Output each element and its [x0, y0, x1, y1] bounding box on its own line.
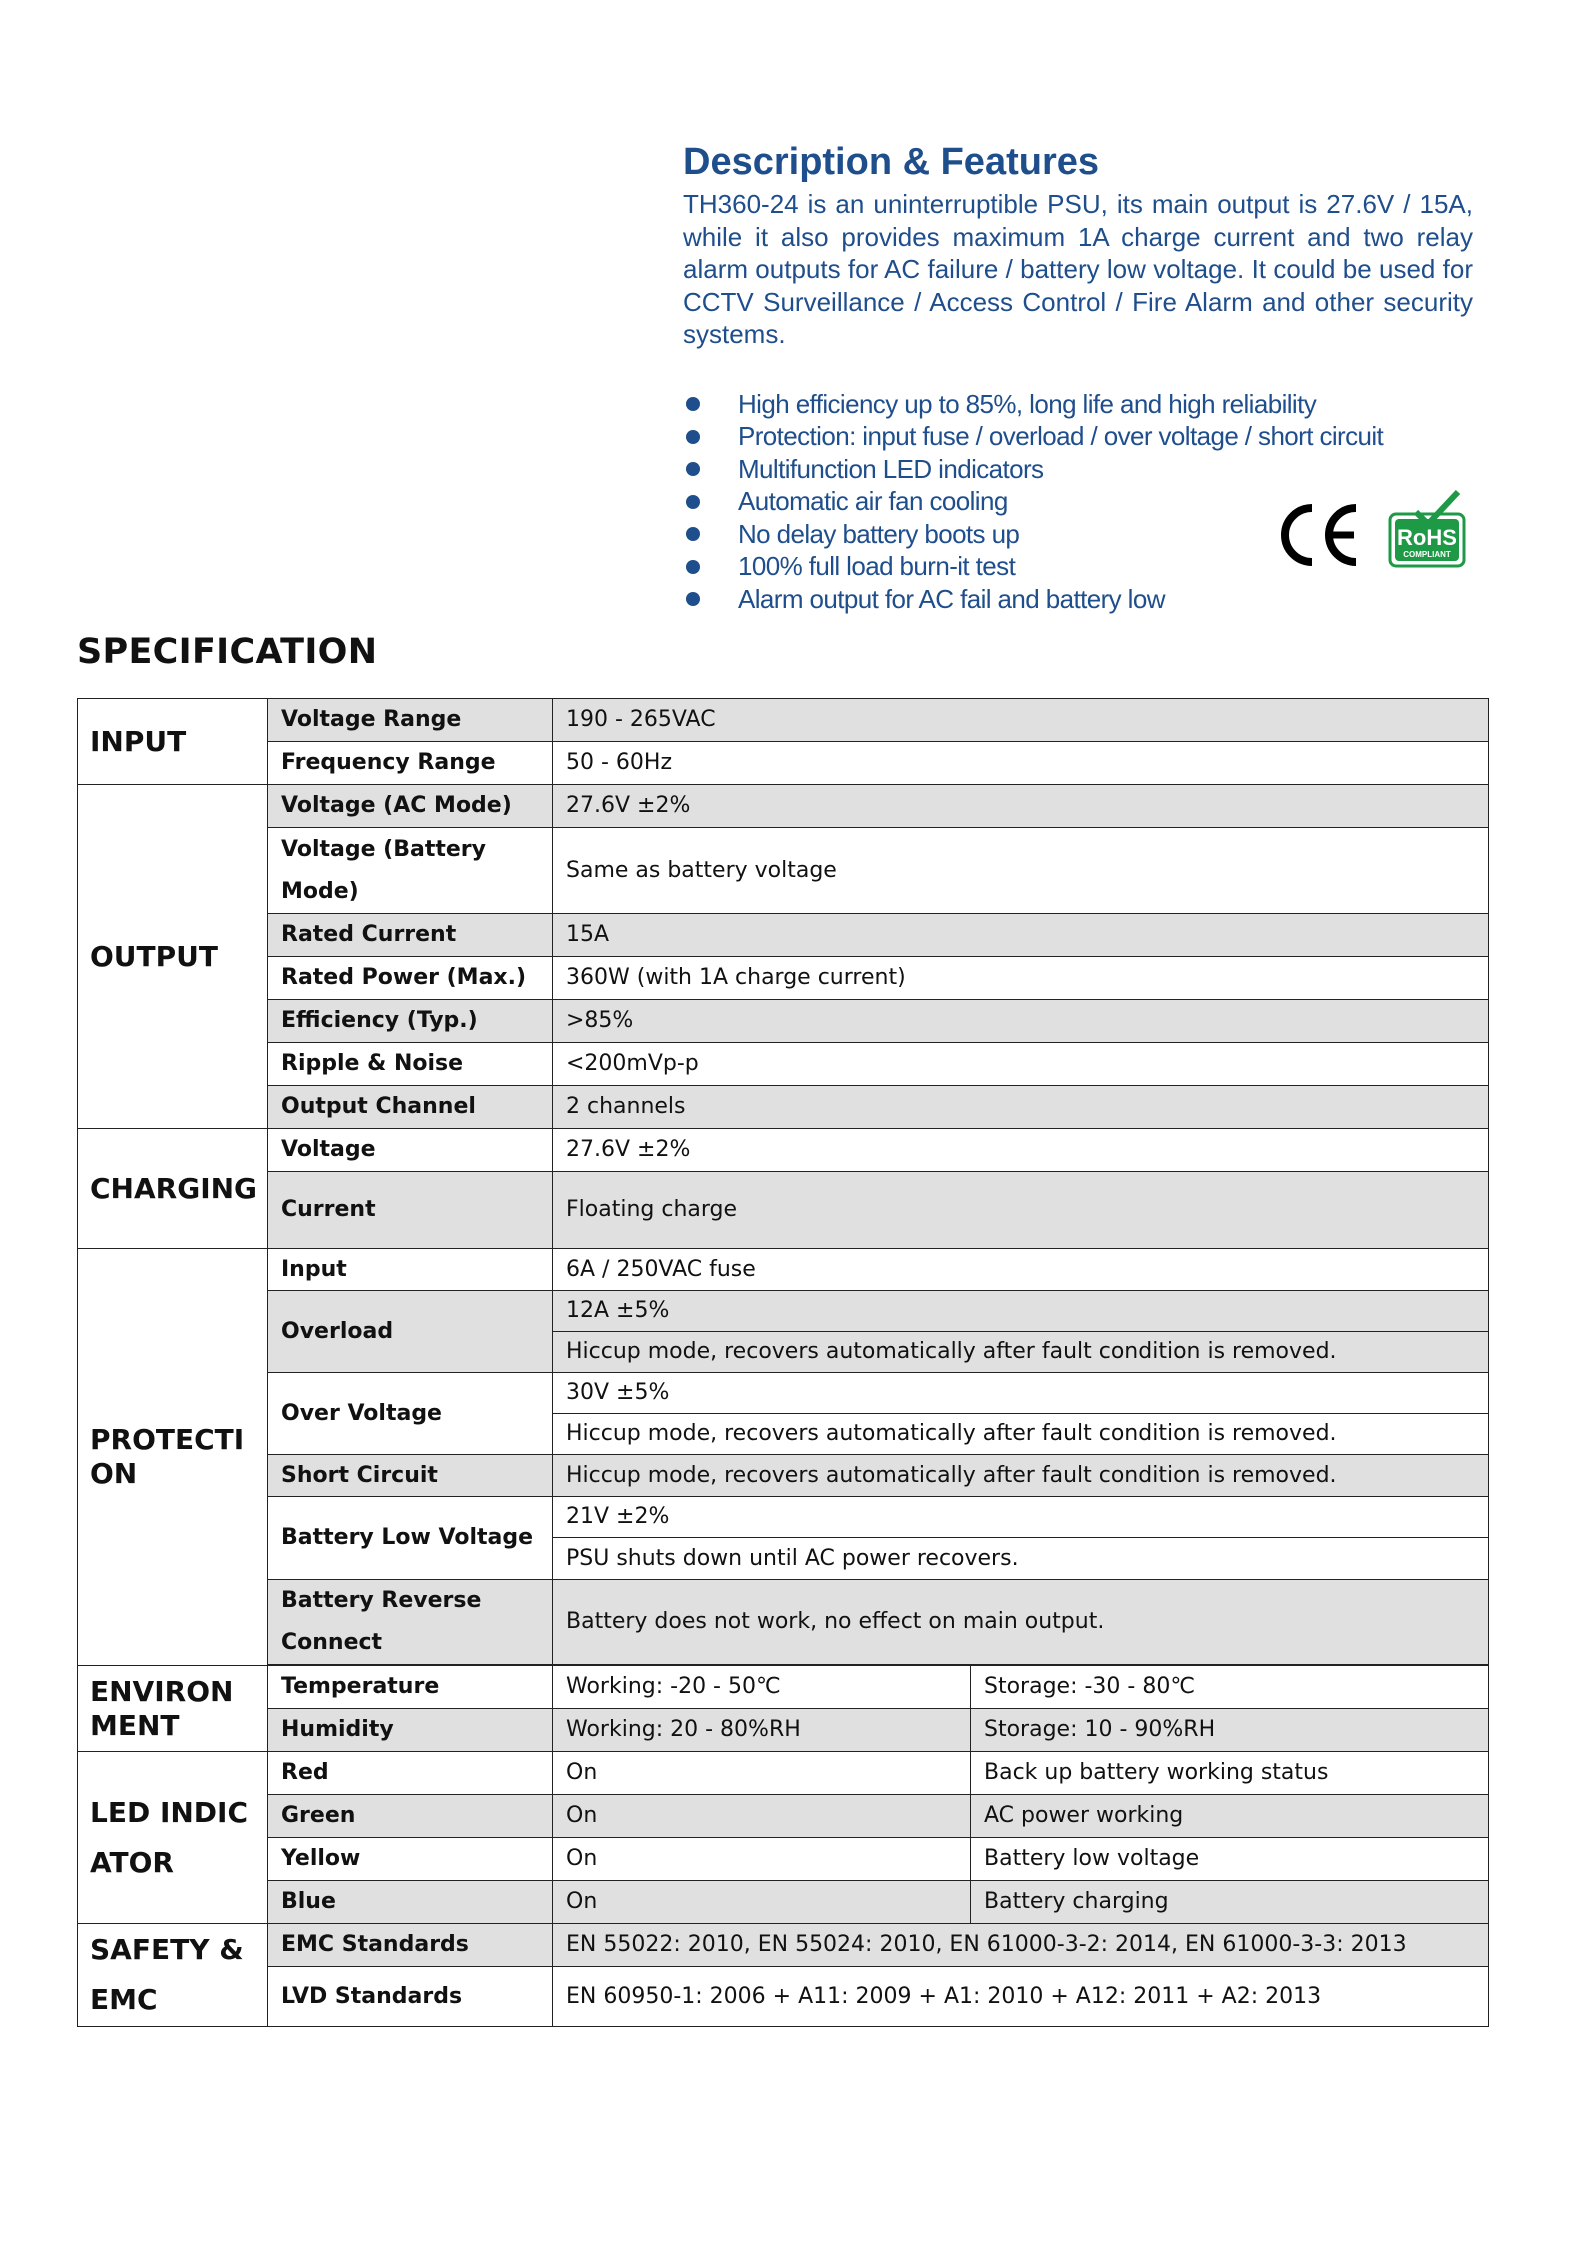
value-led-red-state: On — [553, 1752, 971, 1795]
value-led-yellow-state: On — [553, 1838, 971, 1881]
value-led-blue-state: On — [553, 1881, 971, 1924]
table-row — [78, 828, 1489, 914]
table-row — [78, 1752, 1489, 1795]
table-row — [78, 957, 1489, 1000]
table-row — [78, 1709, 1489, 1752]
value-protection-input: 6A / 250VAC fuse — [553, 1249, 1489, 1291]
value-emc: EN 55022: 2010, EN 55024: 2010, EN 61000-3-2: 2014, EN 61000-3-3: 2013 — [553, 1924, 1489, 1967]
param-short-circuit: Short Circuit — [268, 1455, 553, 1497]
param-efficiency: Efficiency (Typ.) — [268, 1000, 553, 1043]
feature-item: Alarm output for AC fail and battery low — [683, 583, 1383, 616]
feature-item: Automatic air fan cooling — [683, 486, 1383, 519]
table-row — [78, 742, 1489, 785]
category-environment: ENVIRONMENT — [78, 1666, 268, 1752]
feature-item: 100% full load burn-it test — [683, 551, 1383, 584]
table-row — [78, 1291, 1489, 1332]
table-row — [78, 1924, 1489, 1967]
svg-text:RoHS: RoHS — [1397, 525, 1457, 550]
note-battery-low: PSU shuts down until AC power recovers. — [553, 1538, 1489, 1580]
table-row — [78, 1455, 1489, 1497]
category-led: LED INDICATOR — [78, 1752, 268, 1924]
feature-item: No delay battery boots up — [683, 518, 1383, 551]
table-row — [78, 1497, 1489, 1538]
param-temperature: Temperature — [268, 1666, 553, 1709]
param-charging-current: Current — [268, 1172, 553, 1249]
table-row — [78, 1795, 1489, 1838]
bullet-icon — [686, 462, 700, 476]
value-frequency-range: 50 - 60Hz — [553, 742, 1489, 785]
description-section — [683, 140, 1473, 351]
value-overload: 12A ±5% — [553, 1291, 1489, 1332]
value-voltage-battery: Same as battery voltage — [553, 828, 1489, 914]
value-short-circuit: Hiccup mode, recovers automatically after fault condition is removed. — [553, 1455, 1489, 1497]
table-row — [78, 1249, 1489, 1291]
feature-item: Protection: input fuse / overload / over voltage / short circuit — [683, 421, 1383, 454]
param-protection-input: Input — [268, 1249, 553, 1291]
param-led-yellow: Yellow — [268, 1838, 553, 1881]
value-battery-reverse: Battery does not work, no effect on main output. — [553, 1580, 1489, 1665]
param-battery-reverse: Battery Reverse Connect — [268, 1580, 553, 1665]
param-charging-voltage: Voltage — [268, 1129, 553, 1172]
bullet-icon — [686, 592, 700, 606]
specification-table — [77, 698, 1489, 2027]
value-led-green-state: On — [553, 1795, 971, 1838]
param-led-red: Red — [268, 1752, 553, 1795]
description-body: TH360-24 is an uninterruptible PSU, its main output is 27.6V / 15A, while it also provides maximum 1A charge current and two relay alarm outputs for AC failure / battery low voltage. It could be used for CCTV Surveillance / Access Control / Fire Alarm and other security systems. — [683, 189, 1473, 349]
category-safety: SAFETY & EMC — [78, 1924, 268, 2027]
value-output-channel: 2 channels — [553, 1086, 1489, 1129]
feature-item: Multifunction LED indicators — [683, 453, 1383, 486]
value-temperature-storage: Storage: -30 - 80℃ — [971, 1666, 1489, 1709]
category-charging: CHARGING — [78, 1129, 268, 1249]
value-voltage-range: 190 - 265VAC — [553, 699, 1489, 742]
table-row — [78, 1043, 1489, 1086]
table-row — [78, 914, 1489, 957]
value-efficiency: >85% — [553, 1000, 1489, 1043]
value-battery-low: 21V ±2% — [553, 1497, 1489, 1538]
param-voltage-range: Voltage Range — [268, 699, 553, 742]
table-row — [78, 1373, 1489, 1414]
value-humidity-working: Working: 20 - 80%RH — [553, 1709, 971, 1752]
value-charging-voltage: 27.6V ±2% — [553, 1129, 1489, 1172]
param-output-channel: Output Channel — [268, 1086, 553, 1129]
param-led-green: Green — [268, 1795, 553, 1838]
table-row — [78, 1000, 1489, 1043]
value-ripple-noise: <200mVp-p — [553, 1043, 1489, 1086]
feature-item: High efficiency up to 85%, long life and high reliability — [683, 388, 1383, 421]
rohs-mark-icon — [1386, 490, 1468, 570]
table-row — [78, 1580, 1489, 1665]
table-row — [78, 1129, 1489, 1172]
table-row — [78, 1172, 1489, 1249]
table-row — [78, 699, 1489, 742]
category-protection: PROTECTION — [78, 1249, 268, 1666]
param-battery-low: Battery Low Voltage — [268, 1497, 553, 1580]
value-led-blue-meaning: Battery charging — [971, 1881, 1489, 1924]
table-row — [78, 1666, 1489, 1709]
value-charging-current: Floating charge — [553, 1172, 1489, 1249]
value-temperature-working: Working: -20 - 50℃ — [553, 1666, 971, 1709]
category-input: INPUT — [78, 699, 268, 785]
value-led-yellow-meaning: Battery low voltage — [971, 1838, 1489, 1881]
description-title: Description & Features — [683, 141, 1099, 183]
value-led-green-meaning: AC power working — [971, 1795, 1489, 1838]
bullet-icon — [686, 527, 700, 541]
table-row — [78, 785, 1489, 828]
bullet-icon — [686, 495, 700, 509]
value-rated-current: 15A — [553, 914, 1489, 957]
param-voltage-battery: Voltage (Battery Mode) — [268, 828, 553, 914]
param-emc: EMC Standards — [268, 1924, 553, 1967]
bullet-icon — [686, 397, 700, 411]
param-ripple-noise: Ripple & Noise — [268, 1043, 553, 1086]
ce-mark-icon — [1278, 500, 1360, 570]
param-rated-power: Rated Power (Max.) — [268, 957, 553, 1000]
bullet-icon — [686, 430, 700, 444]
category-output: OUTPUT — [78, 785, 268, 1129]
param-lvd: LVD Standards — [268, 1967, 553, 2027]
value-rated-power: 360W (with 1A charge current) — [553, 957, 1489, 1000]
param-led-blue: Blue — [268, 1881, 553, 1924]
specification-title: SPECIFICATION — [77, 632, 378, 672]
note-overload: Hiccup mode, recovers automatically after fault condition is removed. — [553, 1332, 1489, 1373]
table-row — [78, 1838, 1489, 1881]
param-rated-current: Rated Current — [268, 914, 553, 957]
bullet-icon — [686, 560, 700, 574]
svg-text:COMPLIANT: COMPLIANT — [1403, 550, 1451, 559]
param-overload: Overload — [268, 1291, 553, 1373]
param-humidity: Humidity — [268, 1709, 553, 1752]
note-over-voltage: Hiccup mode, recovers automatically after fault condition is removed. — [553, 1414, 1489, 1455]
param-over-voltage: Over Voltage — [268, 1373, 553, 1455]
table-row — [78, 1086, 1489, 1129]
value-led-red-meaning: Back up battery working status — [971, 1752, 1489, 1795]
value-over-voltage: 30V ±5% — [553, 1373, 1489, 1414]
table-row — [78, 1881, 1489, 1924]
table-row — [78, 1967, 1489, 2027]
value-voltage-ac: 27.6V ±2% — [553, 785, 1489, 828]
value-humidity-storage: Storage: 10 - 90%RH — [971, 1709, 1489, 1752]
param-voltage-ac: Voltage (AC Mode) — [268, 785, 553, 828]
value-lvd: EN 60950-1: 2006 + A11: 2009 + A1: 2010 + A12: 2011 + A2: 2013 — [553, 1967, 1489, 2027]
param-frequency-range: Frequency Range — [268, 742, 553, 785]
